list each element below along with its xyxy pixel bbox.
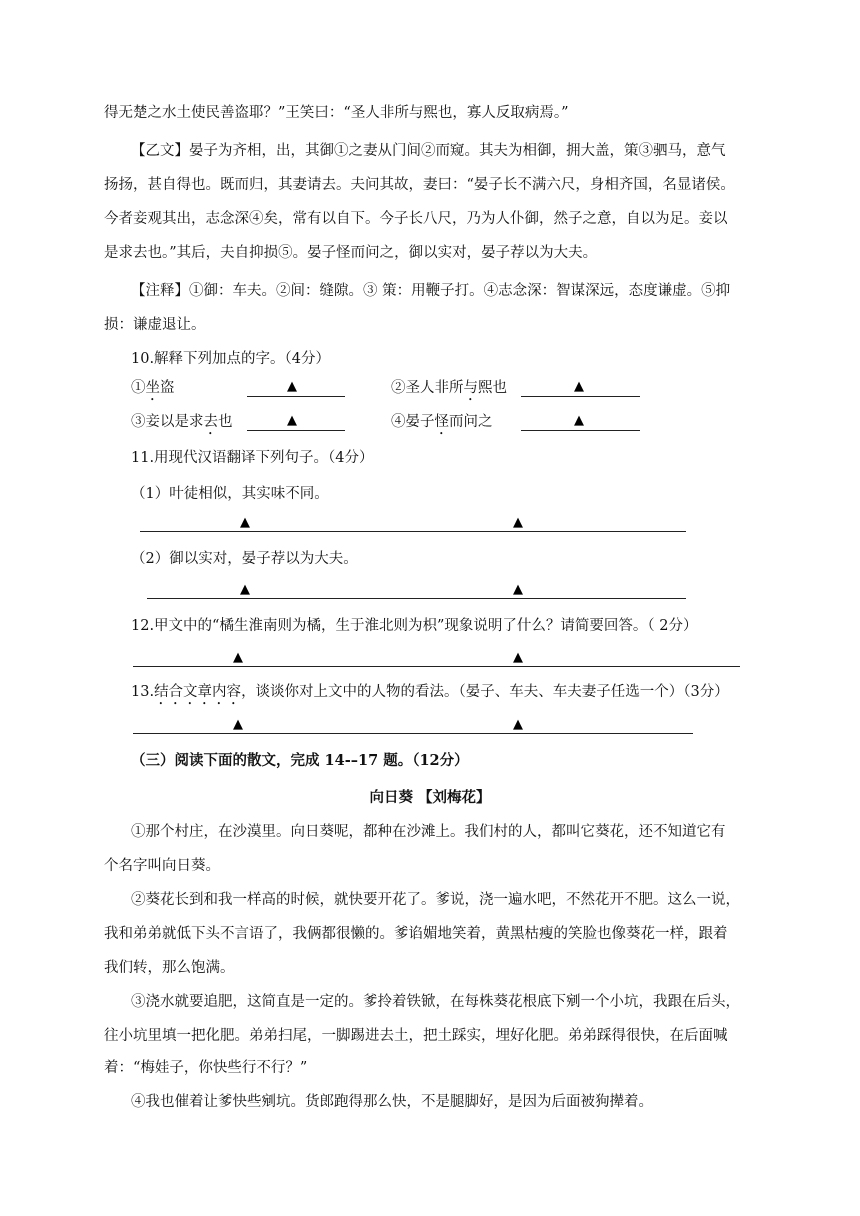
q13-title — [131, 682, 729, 708]
q10-item-3-pre: ③妾以是求 — [131, 414, 204, 430]
q11-answer-1-blank[interactable] — [140, 531, 686, 532]
q10-item-1 — [131, 378, 175, 404]
answer-marker-icon: ▲ — [513, 717, 523, 732]
q10-answer-2-blank[interactable] — [521, 396, 640, 397]
q13-rest: ，谈谈你对上文中的人物的看法。（晏子、车夫、车夫妻子任选一个）（3分） — [241, 684, 729, 700]
q10-item-2-pre: ②圣人非所 — [391, 380, 464, 396]
q12-title: 12.甲文中的“橘生淮南则为橘，生于淮北则为枳”现象说明了什么？请简要回答。（ 2分） — [131, 618, 698, 634]
q11-sentence-2: （2）御以实对，晏子荐以为大夫。 — [131, 551, 358, 567]
q10-item-3 — [131, 412, 233, 438]
answer-marker-icon: ▲ — [287, 413, 297, 428]
essay-p1-line-1: ①那个村庄，在沙漠里。向日葵呢，都种在沙滩上。我们村的人，都叫它葵花，还不知道它有 — [131, 824, 726, 840]
q10-item-1-pre: ① — [131, 380, 146, 396]
answer-marker-icon: ▲ — [513, 515, 523, 530]
essay-p2-line-3: 我们转，那么饱满。 — [104, 960, 235, 976]
notes-line-2: 损：谦虚退让。 — [104, 317, 206, 333]
yi-text-line-2: 扬扬，甚自得也。既而归，其妻请去。夫问其故，妻曰：“晏子长不满六尺，身相齐国，名显诸侯。 — [104, 177, 735, 193]
q11-sentence-1: （1）叶徒相似，其实味不同。 — [131, 486, 329, 502]
answer-marker-icon: ▲ — [233, 717, 243, 732]
q10-item-3-post: 也 — [218, 414, 233, 430]
essay-p3-line-3: 着：“梅娃子，你快些行不行？” — [104, 1060, 308, 1076]
answer-marker-icon: ▲ — [574, 379, 584, 394]
q10-item-1-dotted: 坐 — [145, 380, 160, 396]
q10-item-2-dotted: 与 — [463, 380, 478, 396]
q10-item-2-post: 熙也 — [478, 380, 507, 396]
q13-dotted-phrase: 结合文章内容 — [154, 684, 242, 700]
essay-p3-line-1: ③浇水就要追肥，这简直是一定的。爹拎着铁锨，在每株葵花根底下剜一个小坑，我跟在后头， — [131, 994, 740, 1010]
q10-title: 10.解释下列加点的字。（4分） — [131, 351, 331, 367]
answer-marker-icon: ▲ — [287, 379, 297, 394]
q10-item-4-dotted: 怪 — [434, 414, 449, 430]
notes-line-1: 【注释】①御：车夫。②间：缝隙。③ 策：用鞭子打。④志念深：智谋深远，态度谦虚。⑤抑 — [131, 283, 731, 299]
q12-answer-blank[interactable] — [133, 666, 740, 667]
essay-p4-line-1: ④我也催着让爹快些剜坑。货郎跑得那么快，不是腿脚好，是因为后面被狗撵着。 — [131, 1094, 653, 1110]
answer-marker-icon: ▲ — [233, 650, 243, 665]
yi-text-line-3: 今者妾观其出，志念深④矣，常有以自下。今子长八尺，乃为人仆御，然子之意，自以为足。妾以 — [104, 211, 728, 227]
yi-text-line-1: 【乙文】晏子为齐相，出，其御①之妻从门间②而窥。其夫为相御，拥大盖，策③驷马，意气 — [131, 143, 726, 159]
q10-item-4-post: 而问之 — [449, 414, 493, 430]
section-3-heading: （三）阅读下面的散文，完成 14-–17 题。（12分） — [131, 752, 469, 769]
q10-item-4 — [391, 412, 493, 438]
q10-answer-1-blank[interactable] — [247, 396, 345, 397]
answer-marker-icon: ▲ — [240, 582, 250, 597]
essay-p1-line-2: 个名字叫向日葵。 — [104, 858, 220, 874]
answer-marker-icon: ▲ — [240, 515, 250, 530]
q10-item-2 — [391, 378, 507, 404]
q13-answer-blank[interactable] — [133, 733, 693, 734]
answer-marker-icon: ▲ — [513, 650, 523, 665]
yi-text-line-4: 是求去也。”其后，夫自抑损⑤。晏子怪而问之，御以实对，晏子荐以为大夫。 — [104, 245, 598, 261]
essay-title: 向日葵 【刘梅花】 — [369, 789, 491, 806]
q10-item-1-post: 盗 — [160, 380, 175, 396]
q10-item-3-dotted: 去 — [203, 414, 218, 430]
q13-number: 13. — [131, 684, 155, 700]
q10-answer-3-blank[interactable] — [247, 430, 345, 431]
answer-marker-icon: ▲ — [574, 413, 584, 428]
essay-p3-line-2: 往小坑里填一把化肥。弟弟扫尾，一脚踢进去土，把土踩实，埋好化肥。弟弟踩得很快，在后面喊 — [104, 1028, 728, 1044]
q11-answer-2-blank[interactable] — [147, 598, 686, 599]
q11-title: 11.用现代汉语翻译下列句子。（4分） — [131, 450, 374, 466]
essay-p2-line-2: 我和弟弟就低下头不言语了，我俩都很懒的。爹谄媚地笑着，黄黑枯瘦的笑脸也像葵花一样，跟着 — [104, 926, 728, 942]
answer-marker-icon: ▲ — [513, 582, 523, 597]
essay-p2-line-1: ②葵花长到和我一样高的时候，就快要开花了。爹说，浇一遍水吧，不然花开不肥。这么一说， — [131, 892, 740, 908]
q10-item-4-pre: ④晏子 — [391, 414, 435, 430]
jia-text-tail: 得无楚之水土使民善盗耶？”王笑曰：“圣人非所与熙也，寡人反取病焉。” — [104, 105, 569, 121]
q10-answer-4-blank[interactable] — [521, 430, 640, 431]
